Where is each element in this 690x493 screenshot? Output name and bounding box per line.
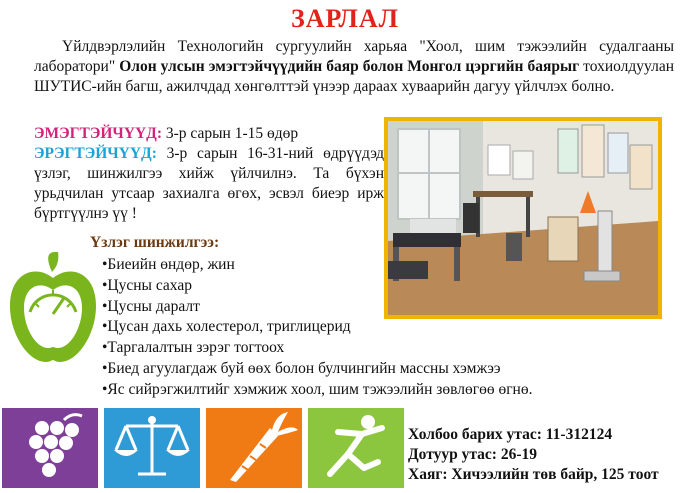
men-label: ЭРЭГТЭЙЧҮҮД:	[34, 145, 157, 162]
test-item: •Биед агуулагдаж буй өөх болон булчингийн массны хэмжээ	[102, 359, 501, 377]
announcement-title: ЗАРЛАЛ	[290, 4, 399, 33]
intro-text-2: тохиолдуулан ШУТИС-ийн багш, ажилчдад хөнгөлттэй үнээр дараах хуваарийн дагуу үйлчлэх болно.	[34, 58, 675, 95]
grapes-icon	[2, 408, 98, 488]
intro-paragraph	[34, 37, 674, 97]
balance-scale-icon	[104, 408, 200, 488]
carrot-icon	[206, 408, 302, 488]
women-label: ЭМЭГТЭЙЧҮҮД:	[34, 125, 163, 142]
test-item: •Цусан дахь холестерол, триглицерид	[102, 318, 351, 336]
contact-extension: Дотуур утас: 26-19	[408, 446, 537, 463]
test-item: •Цусны даралт	[102, 297, 200, 315]
test-item: •Цусны сахар	[102, 276, 192, 294]
contact-phone: Холбоо барих утас: 11-312124	[408, 426, 613, 443]
running-person-icon	[308, 408, 404, 488]
carrot-tile	[206, 408, 302, 488]
test-item: •Яс сийрэгжилтийг хэмжиж хоол, шим тэжээлийн зөвлөгөө өгнө.	[102, 380, 533, 398]
men-schedule	[34, 144, 384, 224]
women-dates: 3-р сарын 1-15 өдөр	[162, 125, 299, 142]
test-item: •Таргалалтын зэрэг тогтоох	[102, 339, 285, 357]
running-tile	[308, 408, 404, 488]
apple-scale-icon	[6, 250, 100, 382]
test-item: •Биеийн өндөр, жин	[102, 256, 235, 273]
intro-text-1: Үйлдвэрлэлийн Технологийн сургуулийн харьяа "Хоол, шим тэжээлийн судалгааны лаборатори"	[34, 38, 674, 75]
intro-bold: Олон улсын эмэгтэйчүүдийн баяр болон Монгол цэргийн баярыг	[119, 58, 580, 75]
balance-tile	[104, 408, 200, 488]
contact-address: Хаяг: Хичээлийн төв байр, 125 тоот	[408, 466, 659, 483]
men-text: 3-р сарын 16-31-ний өдрүүдэд үзлэг, шинжилгээ хийж үйлчилнэ. Та бүхэн урьдчилан утсаар захиалга өгөх, эсвэл биеэр ирж бүртгүүлнэ үү !	[34, 145, 384, 222]
grapes-tile	[2, 408, 98, 488]
tests-list	[102, 255, 532, 401]
women-schedule	[34, 124, 384, 144]
tests-heading: Үзлэг шинжилгээ:	[90, 234, 220, 251]
